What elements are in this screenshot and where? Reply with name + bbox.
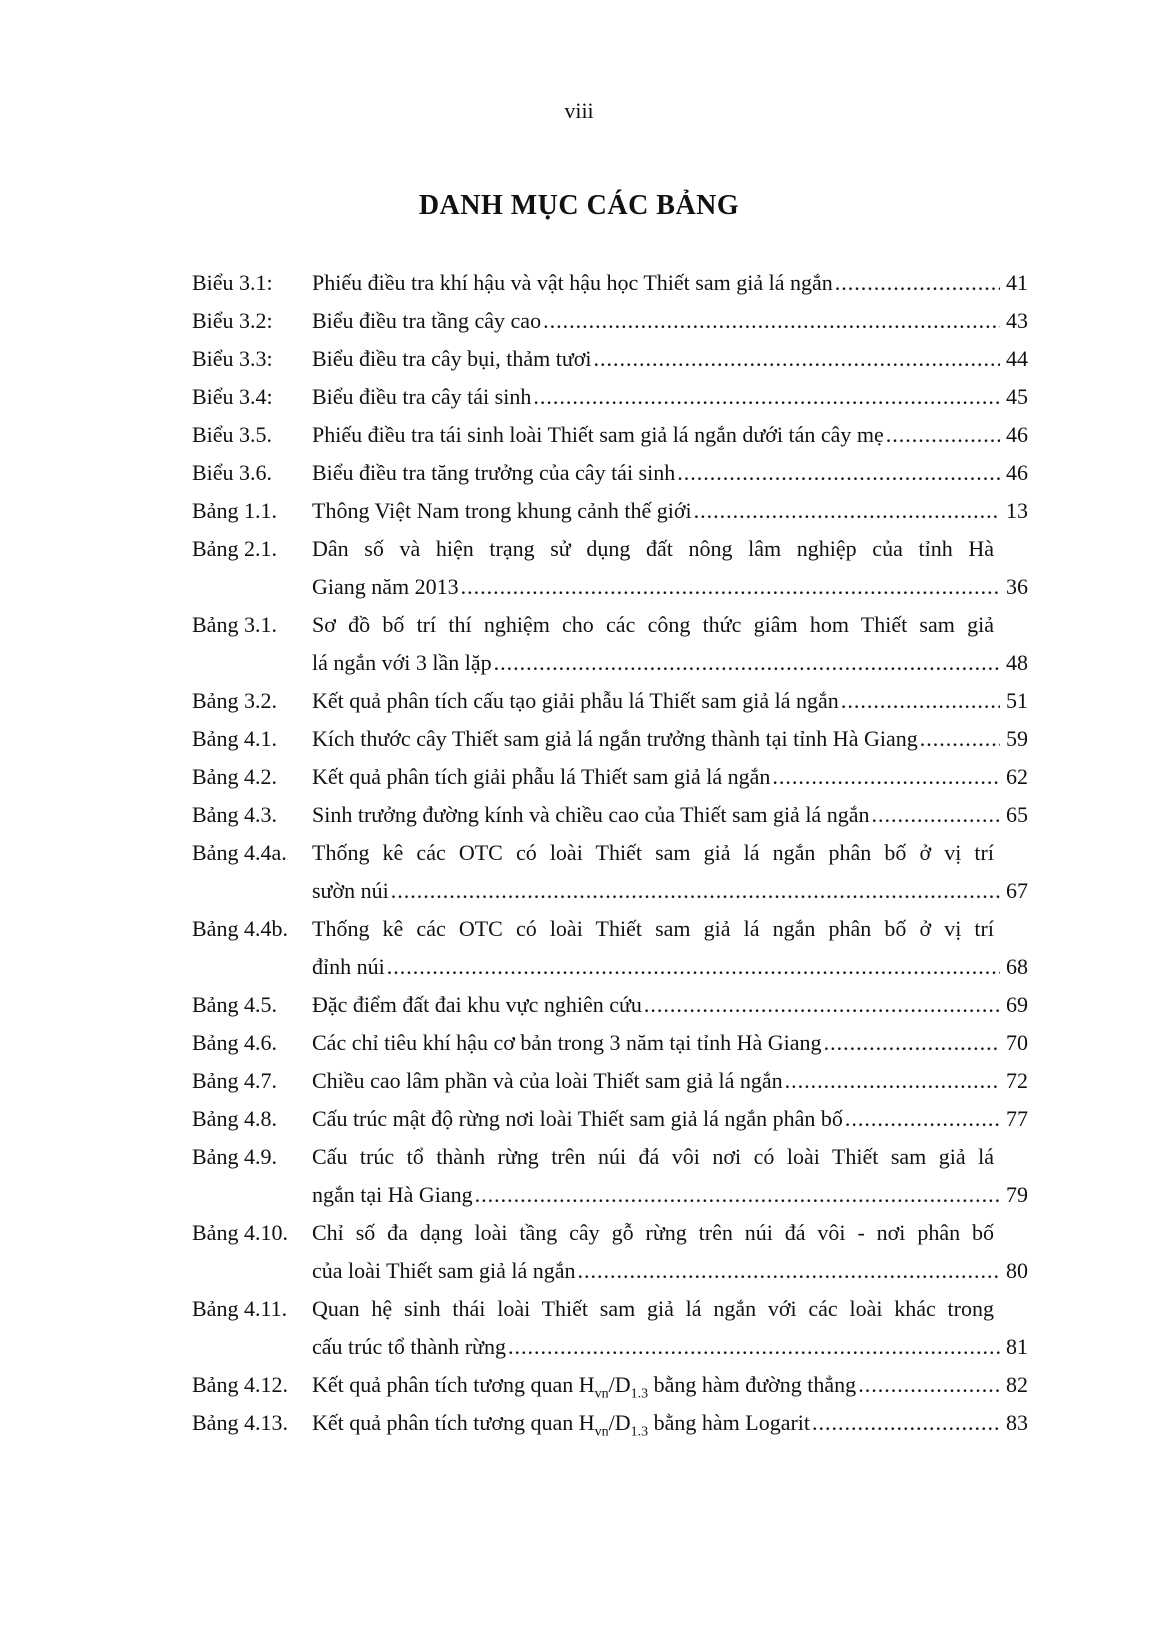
toc-entry-page: 81 [1006,1334,1028,1359]
toc-entry-page: 48 [1006,650,1028,675]
toc-entry-label: Bảng 1.1. [192,498,277,523]
toc-entry-title: Biểu điều tra tầng cây cao [312,308,542,333]
toc-entry-label: Biểu 3.2: [192,308,273,333]
toc-entry-page: 51 [1006,688,1028,713]
toc-entry-body [312,910,1028,986]
toc-entry-label: Biểu 3.4: [192,384,273,409]
toc-entry-leader-line [312,1100,1028,1138]
toc-entry-body [312,758,1028,796]
toc-entry-title: Thông Việt Nam trong khung cảnh thế giới [312,498,692,523]
toc-entry-title-line: Sơ đồ bố trí thí nghiệm cho các công thức giâm hom Thiết sam giả [312,612,994,637]
dot-leader [533,378,1000,416]
toc-entry-page: 13 [1006,498,1028,523]
dot-leader [835,264,1000,302]
toc-entry-body [312,454,1028,492]
toc-entry-label: Bảng 4.11. [192,1296,288,1321]
toc-entry[interactable] [192,1214,1028,1290]
dot-leader [858,1366,1000,1404]
dot-leader [475,1176,1000,1214]
toc-entry-label: Biểu 3.3: [192,346,273,371]
toc-entry-page: 67 [1006,878,1028,903]
toc-entry-page: 65 [1006,802,1028,827]
toc-entry-page: 77 [1006,1106,1028,1131]
toc-entry-title: Biểu điều tra tăng trưởng của cây tái sinh [312,460,676,485]
toc-entry[interactable] [192,416,1028,454]
toc-entry-title-line: Thống kê các OTC có loài Thiết sam giả lá ngắn phân bố ở vị trí [312,840,994,865]
toc-entry-body [312,530,1028,606]
dot-leader [391,872,1000,910]
toc-entry-page: 83 [1006,1410,1028,1435]
toc-entry[interactable] [192,378,1028,416]
toc-entry-label: Bảng 3.2. [192,688,277,713]
toc-entry-leader-line [312,1024,1028,1062]
toc-entry-title: Đặc điểm đất đai khu vực nghiên cứu [312,992,642,1017]
toc-entry[interactable] [192,1290,1028,1366]
toc-entry-page: 43 [1006,308,1028,333]
toc-entry-body [312,1366,1028,1404]
toc-entry-leader-line [312,682,1028,720]
dot-leader [508,1328,1000,1366]
toc-entry-title: Giang năm 2013 [312,574,459,599]
toc-entry[interactable] [192,1062,1028,1100]
toc-entry-title: lá ngắn với 3 lần lặp [312,650,492,675]
toc-entry-page: 62 [1006,764,1028,789]
toc-entry-label: Bảng 4.3. [192,802,277,827]
toc-entry-page: 44 [1006,346,1028,371]
toc-entry-page: 46 [1006,460,1028,485]
toc-entry-title-line: Quan hệ sinh thái loài Thiết sam giả lá ngắn với các loài khác trong [312,1296,994,1321]
toc-entry-label: Bảng 4.10. [192,1220,288,1245]
dot-leader [920,720,1000,758]
toc-entry-leader-line [312,644,1028,682]
toc-entry[interactable] [192,1138,1028,1214]
toc-entry-title-line: Dân số và hiện trạng sử dụng đất nông lâm nghiệp của tỉnh Hà [312,536,994,561]
toc-entry-leader-line [312,264,1028,302]
dot-leader [824,1024,1000,1062]
toc-entry-body [312,340,1028,378]
dot-leader [594,340,1000,378]
toc-entry-label: Bảng 4.7. [192,1068,277,1093]
toc-entry-label: Bảng 4.5. [192,992,277,1017]
toc-entry-leader-line [312,796,1028,834]
toc-entry-body [312,834,1028,910]
toc-entry-body [312,1138,1028,1214]
toc-entry[interactable] [192,1024,1028,1062]
toc-entry-label: Bảng 4.6. [192,1030,277,1055]
toc-entry-body [312,264,1028,302]
toc-entry-body [312,606,1028,682]
toc-entry-leader-line [312,1404,1028,1442]
toc-entry[interactable] [192,454,1028,492]
toc-entry-leader-line [312,1176,1028,1214]
toc-entry[interactable] [192,1366,1028,1404]
toc-entry-label: Bảng 4.8. [192,1106,277,1131]
dot-leader [461,568,1000,606]
toc-entry[interactable] [192,986,1028,1024]
toc-entry[interactable] [192,834,1028,910]
toc-entry[interactable] [192,530,1028,606]
toc-entry-leader-line [312,1366,1028,1404]
dot-leader [578,1252,1000,1290]
toc-entry-title-line: Thống kê các OTC có loài Thiết sam giả lá ngắn phân bố ở vị trí [312,916,994,941]
toc-entry-title: Biểu điều tra cây bụi, thảm tươi [312,346,592,371]
toc-entry-title: Kết quả phân tích tương quan $H_{vn}/D_{1.3}$ bằng hàm đường thẳng [312,1372,857,1402]
toc-entry-page: 59 [1006,726,1028,751]
toc-entry-leader-line [312,758,1028,796]
toc-entry-title: Biểu điều tra cây tái sinh [312,384,532,409]
dot-leader [772,758,1000,796]
toc-entry-page: 80 [1006,1258,1028,1283]
toc-entry-title: Phiếu điều tra tái sinh loài Thiết sam giả lá ngắn dưới tán cây mẹ [312,422,884,447]
toc-entry-leader-line [312,948,1028,986]
toc-entry-body [312,986,1028,1024]
dot-leader [845,1100,1000,1138]
toc-entry-title: Kết quả phân tích tương quan $H_{vn}/D_{1.3}$ bằng hàm Logarit [312,1410,811,1440]
dot-leader [644,986,1000,1024]
toc-entry-title: Cấu trúc mật độ rừng nơi loài Thiết sam giả lá ngắn phân bố [312,1106,843,1131]
toc-entry-page: 68 [1006,954,1028,979]
toc-entry-label: Biểu 3.1: [192,270,273,295]
toc-entry-body [312,1214,1028,1290]
toc-entry-page: 82 [1006,1372,1028,1397]
toc-entry-leader-line [312,872,1028,910]
toc-entry-body [312,682,1028,720]
toc-entry-title: Sinh trưởng đường kính và chiều cao của Thiết sam giả lá ngắn [312,802,870,827]
toc-entry-leader-line [312,1328,1028,1366]
toc-entry-title: Phiếu điều tra khí hậu và vật hậu học Thiết sam giả lá ngắn [312,270,833,295]
toc-entry-body [312,302,1028,340]
toc-entry-page: 41 [1006,270,1028,295]
toc-entry[interactable] [192,302,1028,340]
toc-entry-label: Bảng 4.4a. [192,840,287,865]
toc-entry-label: Biểu 3.6. [192,460,273,485]
toc-entry[interactable] [192,720,1028,758]
toc-entry[interactable] [192,606,1028,682]
toc-entry-body [312,1290,1028,1366]
toc-entry-page: 70 [1006,1030,1028,1055]
toc-entry-body [312,1024,1028,1062]
toc-entry-title-line: Chỉ số đa dạng loài tầng cây gỗ rừng trên núi đá vôi - nơi phân bố [312,1220,994,1245]
dot-leader [387,948,1000,986]
subscript: vn [594,1386,609,1402]
toc-entry-label: Bảng 4.1. [192,726,277,751]
toc-entry-label: Bảng 4.2. [192,764,277,789]
toc-entry-label: Biểu 3.5. [192,422,273,447]
toc-entry[interactable] [192,910,1028,986]
toc-entry-body [312,492,1028,530]
toc-entry-title: đỉnh núi [312,954,385,979]
toc-entry-title: cấu trúc tổ thành rừng [312,1334,506,1359]
toc-entry[interactable] [192,796,1028,834]
toc-entry-label: Bảng 4.13. [192,1410,288,1435]
toc-entry[interactable] [192,1100,1028,1138]
toc-entry-title: Chiều cao lâm phần và của loài Thiết sam giả lá ngắn [312,1068,783,1093]
toc-entry-leader-line [312,568,1028,606]
toc-entry-page: 45 [1006,384,1028,409]
dot-leader [871,796,1000,834]
toc-entry-title: Kết quả phân tích cấu tạo giải phẫu lá Thiết sam giả lá ngắn [312,688,839,713]
toc-entry-body [312,1062,1028,1100]
dot-leader [694,492,1000,530]
dot-leader [543,302,1000,340]
toc-entry-title: ngắn tại Hà Giang [312,1182,473,1207]
toc-entry-title: sườn núi [312,878,389,903]
dot-leader [494,644,1000,682]
toc-entry-title-line: Cấu trúc tổ thành rừng trên núi đá vôi nơi có loài Thiết sam giả lá [312,1144,994,1169]
subscript: 1.3 [630,1386,649,1402]
toc-entry-leader-line [312,986,1028,1024]
toc-entry-body [312,416,1028,454]
page-number: viii [564,98,594,123]
dot-leader [677,454,1000,492]
subscript: 1.3 [630,1424,649,1440]
toc-entry-label: Bảng 4.4b. [192,916,288,941]
toc-entry-page: 69 [1006,992,1028,1017]
toc-entry-page: 79 [1006,1182,1028,1207]
toc-entry-label: Bảng 3.1. [192,612,277,637]
toc-entry-body [312,720,1028,758]
toc-entry-title: của loài Thiết sam giả lá ngắn [312,1258,576,1283]
toc-entry-title: Kết quả phân tích giải phẫu lá Thiết sam giả lá ngắn [312,764,771,789]
toc-entry-leader-line [312,1062,1028,1100]
toc-entry-body [312,1404,1028,1442]
toc-entry[interactable] [192,758,1028,796]
toc-entry-title: Các chỉ tiêu khí hậu cơ bản trong 3 năm tại tỉnh Hà Giang [312,1030,822,1055]
toc-entry-label: Bảng 4.12. [192,1372,288,1397]
toc-entry-body [312,796,1028,834]
toc-entry-body [312,378,1028,416]
toc-entry-leader-line [312,416,1028,454]
dot-leader [886,416,1000,454]
toc-entry-leader-line [312,302,1028,340]
toc-entry[interactable] [192,1404,1028,1442]
toc-entry-leader-line [312,340,1028,378]
toc-entry-page: 46 [1006,422,1028,447]
toc-entry-body [312,1100,1028,1138]
dot-leader [841,682,1000,720]
toc-entry-leader-line [312,378,1028,416]
toc-entry-leader-line [312,454,1028,492]
toc-entry[interactable] [192,682,1028,720]
toc-entry[interactable] [192,264,1028,302]
toc-entry-leader-line [312,492,1028,530]
toc-entry-label: Bảng 2.1. [192,536,277,561]
dot-leader [812,1404,1000,1442]
page-title: DANH MỤC CÁC BẢNG [418,190,740,221]
toc-entry[interactable] [192,340,1028,378]
dot-leader [785,1062,1000,1100]
toc-entry-leader-line [312,720,1028,758]
toc-entry-leader-line [312,1252,1028,1290]
toc-entry-page: 36 [1006,574,1028,599]
subscript: vn [594,1424,609,1440]
toc-entry[interactable] [192,492,1028,530]
toc-entry-label: Bảng 4.9. [192,1144,277,1169]
toc-entry-page: 72 [1006,1068,1028,1093]
table-of-contents [192,264,1028,1442]
toc-entry-title: Kích thước cây Thiết sam giả lá ngắn trưởng thành tại tỉnh Hà Giang [312,726,918,751]
